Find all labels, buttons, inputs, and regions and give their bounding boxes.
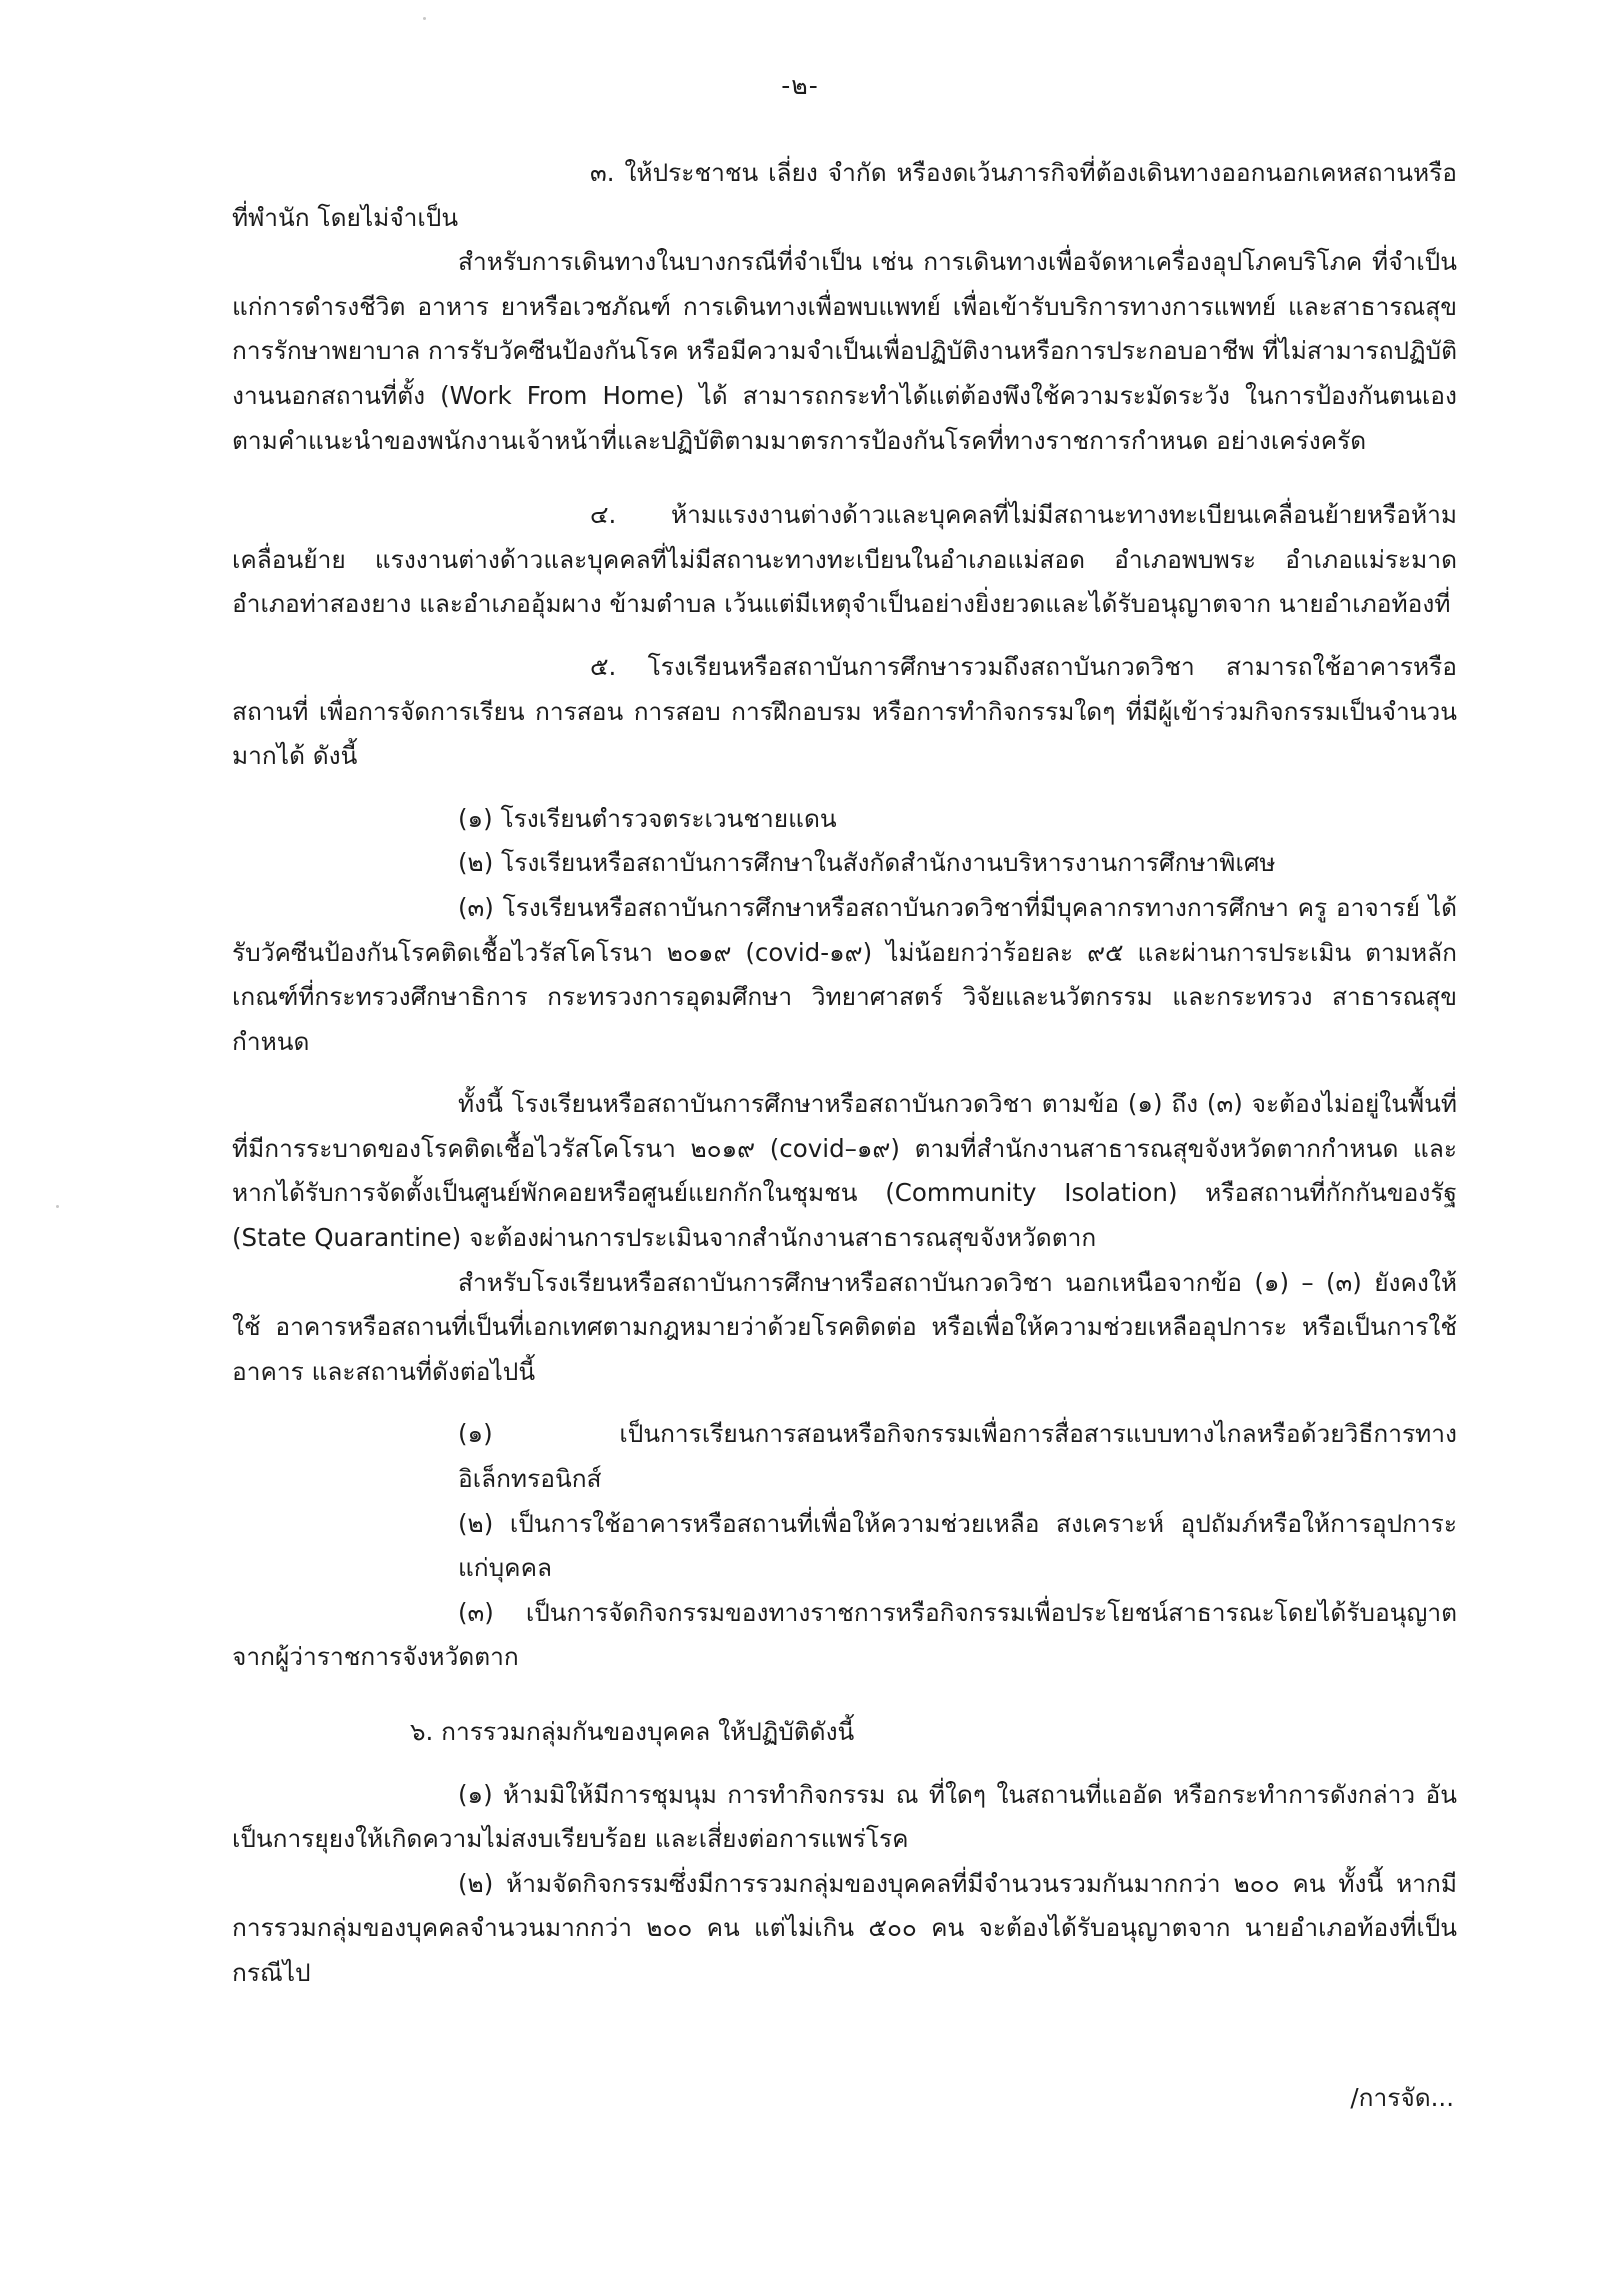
clause-5-other-item-1: (๑) เป็นการเรียนการสอนหรือกิจกรรมเพื่อการสื่อสารแบบทางไกลหรือด้วยวิธีการทางอิเล็กทรอนิกส์ [458, 1419, 1457, 1494]
continuation-marker: /การจัด... [1350, 2083, 1454, 2112]
scan-speck [423, 17, 426, 20]
clause-5-other: สำหรับโรงเรียนหรือสถาบันการศึกษาหรือสถาบันกวดวิชา นอกเหนือจากข้อ (๑) – (๓) ยังคงให้ใช้ อาคารหรือสถานที่เป็นที่เอกเทศตามกฎหมายว่าด้วยโรคติดต่อ หรือเพื่อให้ความช่วยเหลืออุปการะ หรือเป็นการใช้อาคาร และสถานที่ดังต่อไปนี้ [232, 1267, 1457, 1386]
clause-5-condition: ทั้งนี้ โรงเรียนหรือสถาบันการศึกษาหรือสถาบันกวดวิชา ตามข้อ (๑) ถึง (๓) จะต้องไม่อยู่ในพื้นที่ ที่มีการระบาดของโรคติดเชื้อไวรัสโคโรนา ๒๐๑๙ (covid–๑๙) ตามที่สำนักงานสาธารณสุขจังหวัดตากกำหนด และหากได้รับการจัดตั้งเป็นศูนย์พักคอยหรือศูนย์แยกกักในชุมชน (Community Isolation) หรือสถานที่กักกันของรัฐ (State Quarantine) จะต้องผ่านการประเมินจากสำนักงานสาธารณสุขจังหวัดตาก [232, 1089, 1457, 1253]
clause-5-item-2: (๒) โรงเรียนหรือสถาบันการศึกษาในสังกัดสำนักงานบริหารงานการศึกษาพิเศษ [458, 848, 1276, 878]
clause-3-detail: สำหรับการเดินทางในบางกรณีที่จำเป็น เช่น การเดินทางเพื่อจัดหาเครื่องอุปโภคบริโภค ที่จำเป็นแก่การดำรงชีวิต อาหาร ยาหรือเวชภัณฑ์ การเดินทางเพื่อพบแพทย์ เพื่อเข้ารับบริการทางการแพทย์ และสาธารณสุข การรักษาพยาบาล การรับวัคซีนป้องกันโรค หรือมีความจำเป็นเพื่อปฏิบัติงานหรือการประกอบอาชีพ ที่ไม่สามารถปฏิบัติงานนอกสถานที่ตั้ง (Work From Home) ได้ สามารถกระทำได้แต่ต้องพึงใช้ความระมัดระวัง ในการป้องกันตนเองตามคำแนะนำของพนักงานเจ้าหน้าที่และปฏิบัติตามมาตรการป้องกันโรคที่ทางราชการกำหนด อย่างเคร่งครัด [232, 247, 1457, 455]
clause-3: ๓. ให้ประชาชน เลี่ยง จำกัด หรืองดเว้นภารกิจที่ต้องเดินทางออกนอกเคหสถานหรือที่พำนัก โดยไม่จำเป็น [232, 158, 1457, 232]
clause-4: ๔. ห้ามแรงงานต่างด้าวและบุคคลที่ไม่มีสถานะทางทะเบียนเคลื่อนย้ายหรือห้ามเคลื่อนย้าย แรงงานต่างด้าวและบุคคลที่ไม่มีสถานะทางทะเบียนในอำเภอแม่สอด อำเภอพบพระ อำเภอแม่ระมาด อำเภอท่าสองยาง และอำเภออุ้มผาง ข้ามตำบล เว้นแต่มีเหตุจำเป็นอย่างยิ่งยวดและได้รับอนุญาตจาก นายอำเภอท้องที่ [232, 500, 1457, 619]
clause-5-item-3: (๓) โรงเรียนหรือสถาบันการศึกษาหรือสถาบันกวดวิชาที่มีบุคลากรทางการศึกษา ครู อาจารย์ ได้รับวัคซีนป้องกันโรคติดเชื้อไวรัสโคโรนา ๒๐๑๙ (covid-๑๙) ไม่น้อยกว่าร้อยละ ๙๕ และผ่านการประเมิน ตามหลักเกณฑ์ที่กระทรวงศึกษาธิการ กระทรวงการอุดมศึกษา วิทยาศาสตร์ วิจัยและนวัตกรรม และกระทรวง สาธารณสุขกำหนด [232, 892, 1457, 1056]
scan-speck [56, 1205, 59, 1208]
clause-5-other-item-2: (๒) เป็นการใช้อาคารหรือสถานที่เพื่อให้ความช่วยเหลือ สงเคราะห์ อุปถัมภ์หรือให้การอุปการะแก่บุคคล [458, 1508, 1457, 1583]
clause-5-other-item-3: (๓) เป็นการจัดกิจกรรมของทางราชการหรือกิจกรรมเพื่อประโยชน์สาธารณะโดยได้รับอนุญาต จากผู้ว่าราชการจังหวัดตาก [232, 1597, 1457, 1672]
clause-6-item-1: (๑) ห้ามมิให้มีการชุมนุม การทำกิจกรรม ณ ที่ใดๆ ในสถานที่แออัด หรือกระทำการดังกล่าว อันเป็นการยุยงให้เกิดความไม่สงบเรียบร้อย และเสี่ยงต่อการแพร่โรค [232, 1779, 1457, 1854]
clause-5-item-1: (๑) โรงเรียนตำรวจตระเวนชายแดน [458, 803, 837, 833]
document-body [232, 151, 1457, 1996]
clause-6: ๖. การรวมกลุ่มกันของบุคคล ให้ปฏิบัติดังนี้ [410, 1717, 855, 1746]
page-number: -๒- [781, 71, 819, 100]
clause-5: ๕. โรงเรียนหรือสถาบันการศึกษารวมถึงสถาบันกวดวิชา สามารถใช้อาคารหรือสถานที่ เพื่อการจัดการเรียน การสอน การสอบ การฝึกอบรม หรือการทำกิจกรรมใดๆ ที่มีผู้เข้าร่วมกิจกรรมเป็นจำนวนมากได้ ดังนี้ [232, 651, 1457, 771]
clause-6-item-2: (๒) ห้ามจัดกิจกรรมซึ่งมีการรวมกลุ่มของบุคคลที่มีจำนวนรวมกันมากกว่า ๒๐๐ คน ทั้งนี้ หากมีการรวมกลุ่มของบุคคลจำนวนมากกว่า ๒๐๐ คน แต่ไม่เกิน ๕๐๐ คน จะต้องได้รับอนุญาตจาก นายอำเภอท้องที่เป็นกรณีไป [232, 1868, 1457, 1987]
